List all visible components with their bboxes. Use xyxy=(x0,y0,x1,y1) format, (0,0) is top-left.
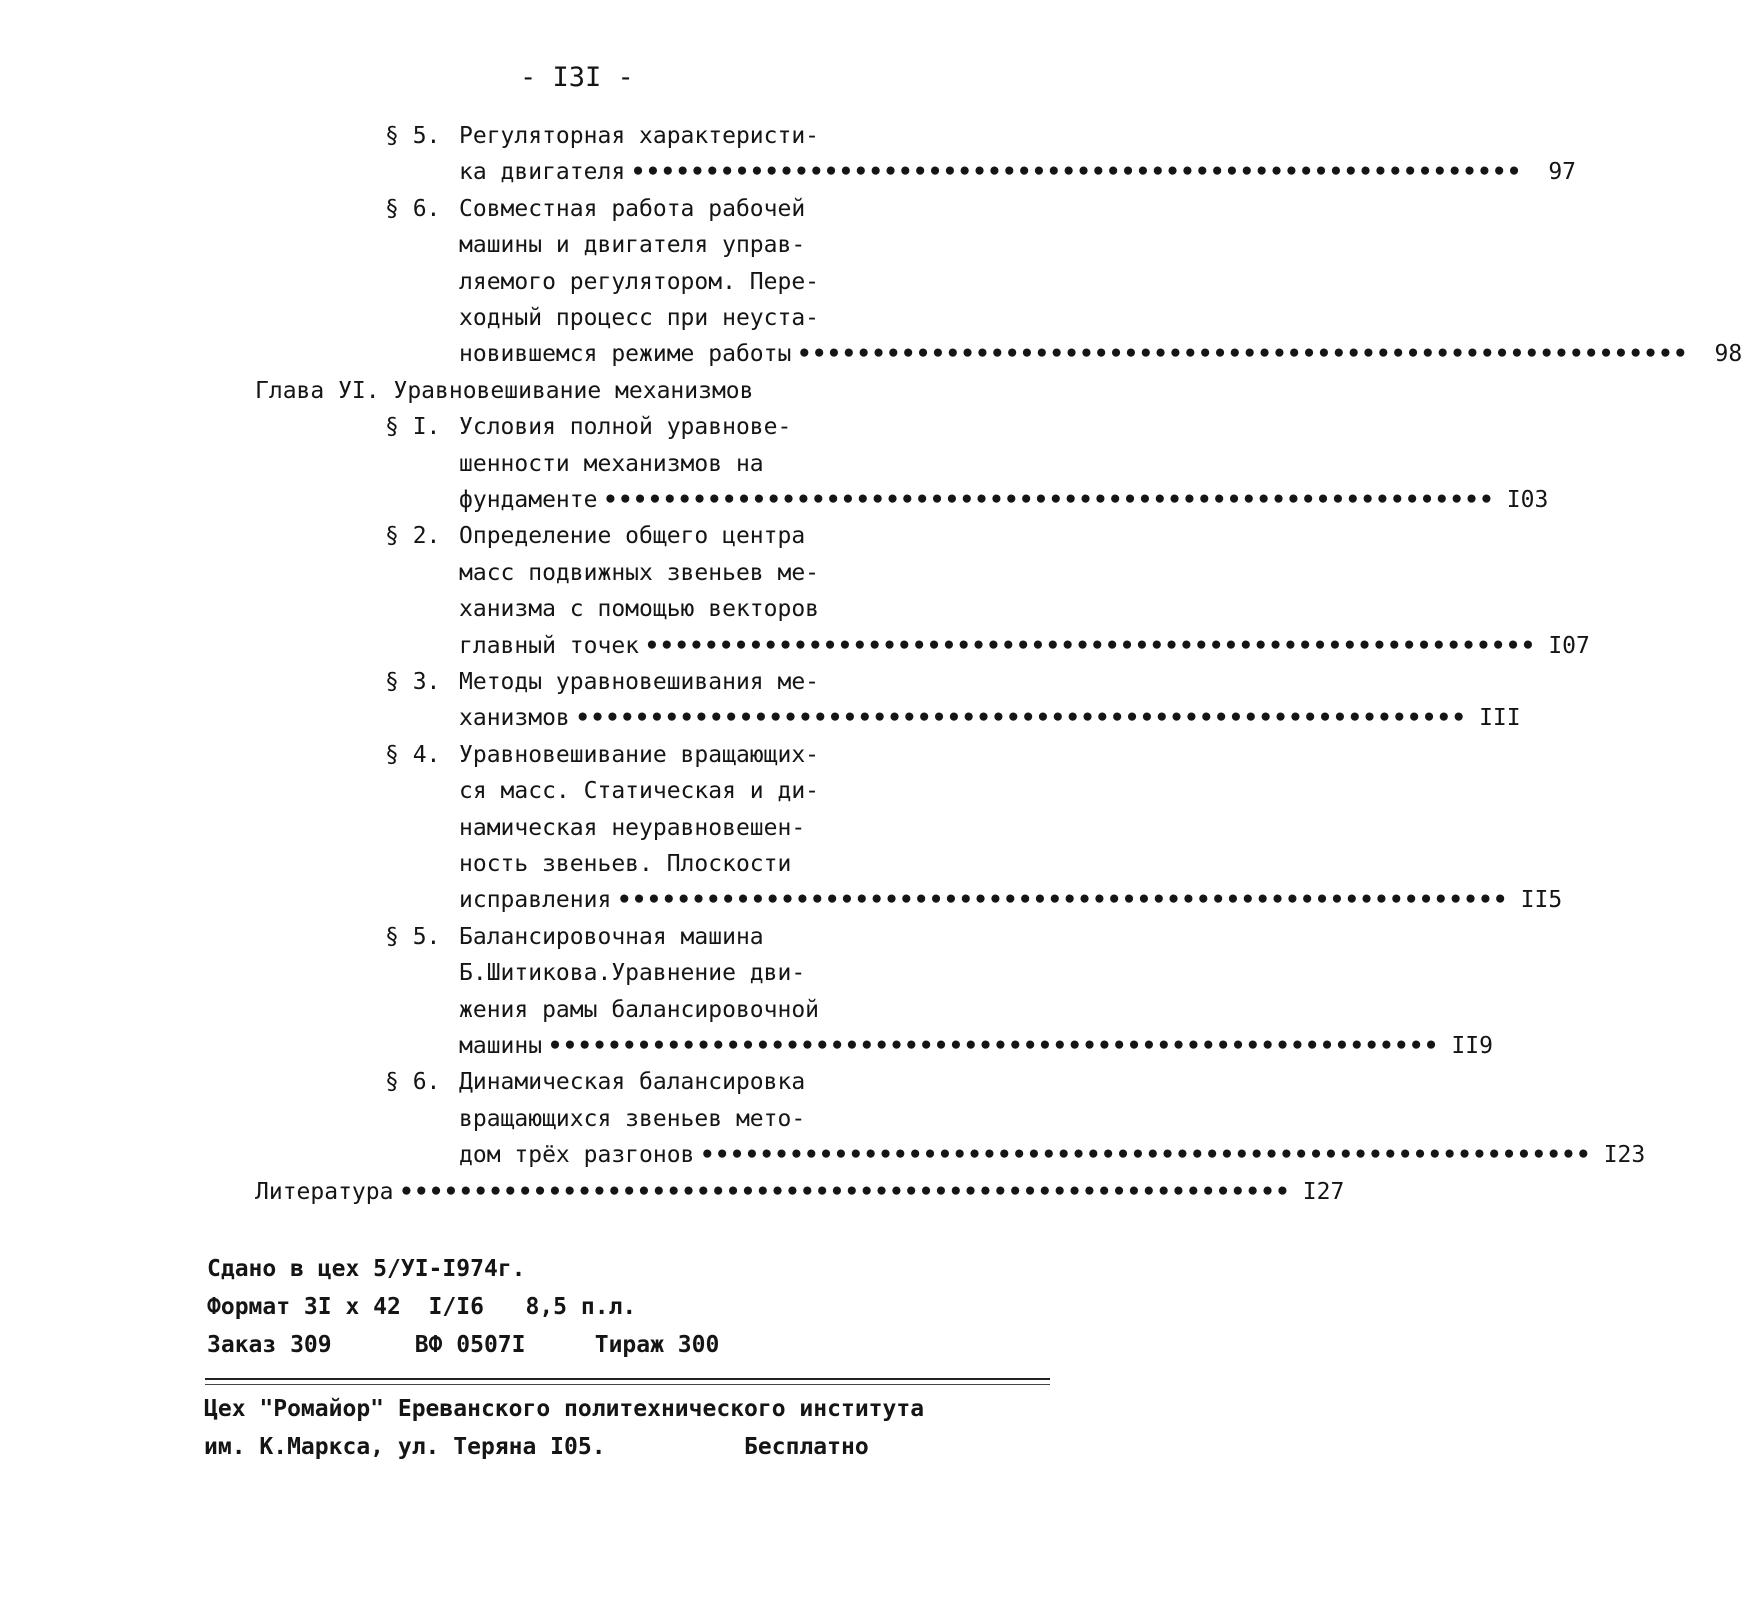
leader-dots: •••••••••••••••••••••••••••••••••••••••••••••••••••••••••••• xyxy=(575,705,1467,732)
leader-dots: •••••••••••••••••••••••••••••••••••••••••••••••••••••••••••• xyxy=(399,1178,1291,1205)
page-number: - I3I - xyxy=(520,62,634,93)
section-title-line: исправления xyxy=(459,887,612,914)
section-title-line: намическая неуравновешен- xyxy=(459,814,806,841)
leader-dots: •••••••••••••••••••••••••••••••••••••••••••••••••••••••••••• xyxy=(797,341,1689,368)
section-title-line: дом трёх разгонов xyxy=(459,1142,695,1169)
leader-dots: •••••••••••••••••••••••••••••••••••••••••••••••••••••••••••• xyxy=(700,1142,1592,1169)
section-title-line: ходный процесс при неуста- xyxy=(459,304,820,331)
divider-line xyxy=(205,1384,1050,1385)
section-number: § 3. xyxy=(385,669,441,695)
section-number: § 5. xyxy=(385,923,441,950)
leader-dots: •••••••••••••••••••••••••••••••••••••••••••••••••••••••••••• xyxy=(631,159,1523,186)
section-title-line: ляемого регулятором. Пере- xyxy=(459,268,820,295)
section-title-line: жения рамы балансировочной xyxy=(459,996,820,1023)
imprint-line: Формат 3I х 42 I/I6 8,5 п.л. xyxy=(207,1294,637,1320)
publisher-line: Цех "Ромайор" Ереванского политехнического института xyxy=(204,1396,925,1422)
section-title-line: ся масс. Статическая и ди- xyxy=(459,778,820,805)
section-title-line: шенности механизмов на xyxy=(459,450,764,477)
leader-dots: •••••••••••••••••••••••••••••••••••••••••••••••••••••••••••• xyxy=(603,486,1495,513)
page-ref: II9 xyxy=(1451,1032,1493,1059)
section-title-line: главный точек xyxy=(459,632,640,659)
page-ref: III xyxy=(1479,705,1521,732)
section-title-line: Регуляторная характеристи- xyxy=(459,123,820,149)
section-title-line: ка двигателя xyxy=(459,159,626,186)
section-title-line: Б.Шитикова.Уравнение дви- xyxy=(459,960,806,987)
page-ref: II5 xyxy=(1520,887,1563,914)
section-number: § I. xyxy=(385,414,441,441)
imprint-line: Заказ 309 ВФ 0507I Тираж 300 xyxy=(207,1332,720,1358)
section-title-line: ность звеньев. Плоскости xyxy=(459,850,792,877)
section-title-line: Условия полной уравнове- xyxy=(459,414,792,441)
section-title-line: ханизма с помощью векторов xyxy=(459,596,820,623)
section-title-line: вращающихся звеньев мето- xyxy=(459,1105,806,1132)
section-title-line: ханизмов xyxy=(459,705,570,732)
section-title-line: Определение общего центра xyxy=(459,523,806,550)
publisher-block xyxy=(204,1390,924,1466)
section-number: § 5. xyxy=(385,123,441,149)
leader-dots: •••••••••••••••••••••••••••••••••••••••••••••••••••••••••••• xyxy=(645,632,1536,659)
page-ref: I27 xyxy=(1302,1178,1345,1205)
section-title-line: Динамическая балансировка xyxy=(459,1069,806,1096)
leader-dots: •••••••••••••••••••••••••••••••••••••••••••••••••••••••••••• xyxy=(617,887,1509,914)
section-title-line: Уравновешивание вращающих- xyxy=(459,741,820,768)
section-title-line: машины xyxy=(459,1032,543,1059)
section-title-line: новившемся режиме работы xyxy=(459,341,792,368)
section-number: § 4. xyxy=(385,741,441,768)
section-number: § 6. xyxy=(385,1069,441,1096)
section-number: § 2. xyxy=(385,523,441,550)
page-ref: I23 xyxy=(1603,1142,1646,1169)
page-ref: I07 xyxy=(1548,632,1590,659)
literature-label: Литература xyxy=(255,1178,394,1205)
page-ref: 97 xyxy=(1548,159,1577,186)
imprint-line: Сдано в цех 5/УI-I974г. xyxy=(207,1256,526,1282)
section-number: § 6. xyxy=(385,195,441,222)
leader-dots: •••••••••••••••••••••••••••••••••••••••••••••••••••••••••••• xyxy=(548,1032,1439,1059)
divider-line xyxy=(205,1378,1050,1380)
section-title-line: Балансировочная машина xyxy=(459,923,764,950)
section-title-line: машины и двигателя управ- xyxy=(459,232,806,259)
imprint-block xyxy=(207,1250,719,1364)
page-ref: 98 xyxy=(1714,341,1742,368)
page-ref: I03 xyxy=(1506,486,1549,513)
section-title-line: Методы уравновешивания ме- xyxy=(459,669,820,695)
section-title-line: масс подвижных звеньев ме- xyxy=(459,559,820,586)
publisher-line: им. К.Маркса, ул. Теряна I05. Бесплатно xyxy=(204,1434,869,1460)
section-title-line: фундаменте xyxy=(459,486,598,513)
toc-literature xyxy=(255,1174,1345,1210)
chapter-heading: Глава УI. Уравновешивание механизмов xyxy=(255,377,754,404)
section-title-line: Совместная работа рабочей xyxy=(459,195,806,222)
